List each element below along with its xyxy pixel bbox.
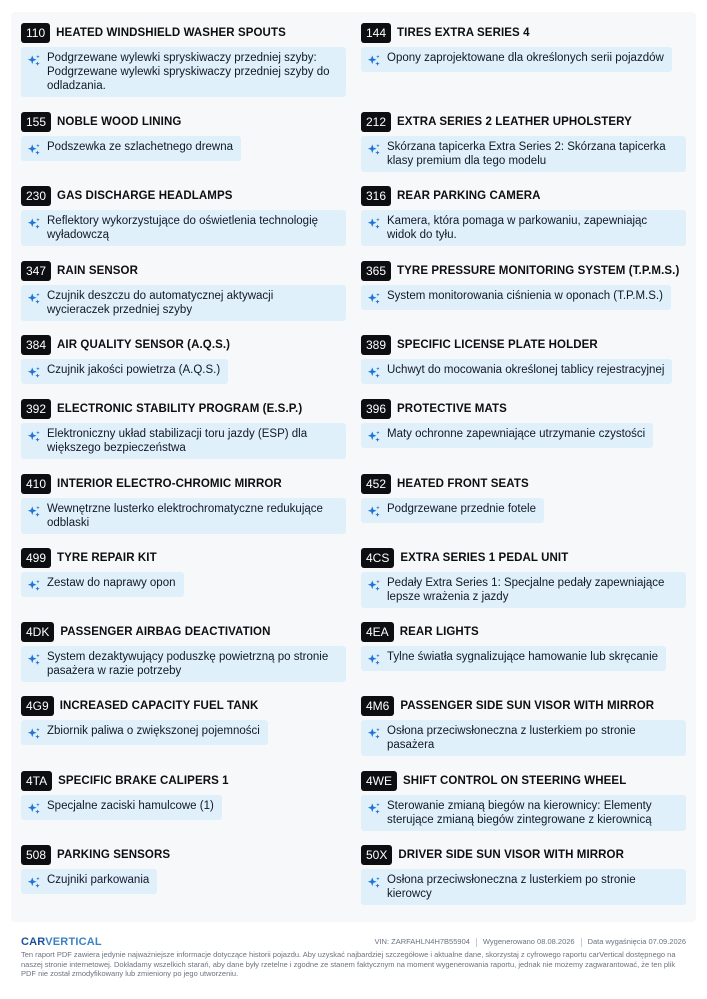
equipment-item <box>361 399 653 449</box>
equipment-item <box>21 112 241 162</box>
option-code-badge: 4EA <box>361 622 394 642</box>
item-header <box>21 261 346 281</box>
equipment-item <box>21 399 346 459</box>
sparkle-icon <box>367 876 381 890</box>
item-header <box>361 696 686 716</box>
equipment-item <box>361 771 686 831</box>
option-code-badge: 4DK <box>21 622 54 642</box>
option-description-text: Czujnik deszczu do automatycznej aktywacji wycieraczek przedniej szyby <box>47 290 274 316</box>
equipment-grid <box>21 23 686 923</box>
option-code-badge: 230 <box>21 186 51 206</box>
option-title: PASSENGER AIRBAG DEACTIVATION <box>60 626 271 638</box>
item-header <box>361 548 686 568</box>
equipment-item <box>21 335 230 385</box>
sparkle-icon <box>27 292 41 306</box>
item-header <box>361 771 686 791</box>
option-code-badge: 389 <box>361 335 391 355</box>
option-title: PASSENGER SIDE SUN VISOR WITH MIRROR <box>400 700 655 712</box>
sparkle-icon <box>367 54 381 68</box>
option-code-badge: 392 <box>21 399 51 419</box>
item-header <box>21 771 229 791</box>
option-title: EXTRA SERIES 2 LEATHER UPHOLSTERY <box>397 116 632 128</box>
option-description-text: Specjalne zaciski hamulcowe (1) <box>47 800 214 812</box>
equipment-item <box>21 548 184 598</box>
equipment-column-left <box>21 23 346 923</box>
item-header <box>361 335 672 355</box>
equipment-item <box>361 261 679 311</box>
option-description-text: Podszewka ze szlachetnego drewna <box>47 141 234 153</box>
option-description <box>361 795 686 831</box>
option-title: TIRES EXTRA SERIES 4 <box>397 27 530 39</box>
sparkle-icon <box>27 579 41 593</box>
item-header <box>361 23 672 43</box>
option-description-text: Opony zaprojektowane dla określonych serii pojazdów <box>387 52 664 64</box>
sparkle-icon <box>367 653 381 667</box>
sparkle-icon <box>367 802 381 816</box>
equipment-item <box>21 23 346 97</box>
option-title: TYRE PRESSURE MONITORING SYSTEM (T.P.M.S.) <box>397 265 680 277</box>
option-code-badge: 155 <box>21 112 51 132</box>
sparkle-icon <box>27 876 41 890</box>
option-title: RAIN SENSOR <box>57 265 139 277</box>
option-title: HEATED FRONT SEATS <box>397 478 529 490</box>
item-header <box>21 845 170 865</box>
option-description-text: Uchwyt do mocowania określonej tablicy rejestracyjnej <box>387 364 665 376</box>
brand-logo: CARVERTICAL <box>21 936 102 948</box>
option-title: REAR LIGHTS <box>399 626 479 638</box>
option-description-text: Wewnętrzne lusterko elektrochromatyczne redukujące odblaski <box>47 503 323 529</box>
item-header <box>361 622 666 642</box>
sparkle-icon <box>27 727 41 741</box>
option-code-badge: 50X <box>361 845 392 865</box>
option-title: GAS DISCHARGE HEADLAMPS <box>57 190 233 202</box>
item-header <box>361 261 679 281</box>
option-description-text: Pedały Extra Series 1: Specjalne pedały zapewniające lepsze wrażenia z jazdy <box>387 577 665 603</box>
option-description <box>21 423 346 459</box>
option-code-badge: 499 <box>21 548 51 568</box>
disclaimer-text: Ten raport PDF zawiera jedynie najważniejsze informacje dotyczące historii pojazdu. Aby uzyskać najbardziej szczegółowe i aktualne dane, skorzystaj z cyfrowego raportu carVertical dostępnego na naszej stronie internetowej. Dokładamy wszelkich starań, aby dane były rzetelne i zgodne ze stanem faktycznym na moment wygenerowania raportu, jednak nie możemy zagwarantować, że ten plik PDF nie został zmodyfikowany lub zmieniony po jego utworzeniu. <box>21 950 676 978</box>
option-description <box>361 285 671 310</box>
option-description-text: Kamera, która pomaga w parkowaniu, zapewniając widok do tyłu. <box>387 215 648 241</box>
option-code-badge: 4WE <box>361 771 397 791</box>
expiry-date: Data wygaśnięcia 07.09.2026 <box>587 937 686 946</box>
sparkle-icon <box>27 653 41 667</box>
option-title: INCREASED CAPACITY FUEL TANK <box>59 700 259 712</box>
equipment-column-right <box>361 23 686 923</box>
option-title: TYRE REPAIR KIT <box>57 552 157 564</box>
option-title: HEATED WINDSHIELD WASHER SPOUTS <box>56 27 286 39</box>
item-header <box>21 23 346 43</box>
sparkle-icon <box>27 217 41 231</box>
equipment-item <box>361 845 686 905</box>
option-description <box>21 498 346 534</box>
option-code-badge: 384 <box>21 335 51 355</box>
sparkle-icon <box>367 366 381 380</box>
option-description-text: Tylne światła sygnalizujące hamowanie lub skręcanie <box>387 651 659 663</box>
option-description-text: Podgrzewane wylewki spryskiwaczy przedniej szyby: Podgrzewane wylewki spryskiwaczy przedniej szyby do odladzania. <box>47 52 330 92</box>
option-description <box>361 720 686 756</box>
option-code-badge: 508 <box>21 845 51 865</box>
option-description-text: Czujniki parkowania <box>47 874 150 886</box>
equipment-item <box>21 474 346 534</box>
option-title: EXTRA SERIES 1 PEDAL UNIT <box>400 552 569 564</box>
option-description <box>361 210 686 246</box>
item-header <box>361 399 653 419</box>
option-description <box>361 47 672 72</box>
sparkle-icon <box>27 802 41 816</box>
option-description-text: Zbiornik paliwa o zwiększonej pojemności <box>47 725 260 737</box>
option-description <box>21 869 157 894</box>
item-header <box>21 622 346 642</box>
sparkle-icon <box>367 505 381 519</box>
option-code-badge: 410 <box>21 474 51 494</box>
option-code-badge: 365 <box>361 261 391 281</box>
option-description <box>21 646 346 682</box>
option-description-text: Czujnik jakości powietrza (A.Q.S.) <box>47 364 221 376</box>
option-title: DRIVER SIDE SUN VISOR WITH MIRROR <box>398 849 625 861</box>
report-meta <box>374 937 686 947</box>
option-description-text: Maty ochronne zapewniające utrzymanie czystości <box>387 428 646 440</box>
option-description-text: Zestaw do naprawy opon <box>47 577 176 589</box>
sparkle-icon <box>367 727 381 741</box>
option-description <box>361 359 672 384</box>
option-code-badge: 316 <box>361 186 391 206</box>
item-header <box>21 335 230 355</box>
equipment-item <box>21 696 268 746</box>
equipment-item <box>21 186 346 246</box>
option-code-badge: 396 <box>361 399 391 419</box>
item-header <box>21 696 268 716</box>
option-code-badge: 347 <box>21 261 51 281</box>
option-title: PROTECTIVE MATS <box>397 403 507 415</box>
vin-text: VIN: ZARFAHLN4H7B55904 <box>374 937 470 946</box>
option-code-badge: 4M6 <box>361 696 394 716</box>
option-title: PARKING SENSORS <box>57 849 171 861</box>
option-code-badge: 144 <box>361 23 391 43</box>
sparkle-icon <box>367 430 381 444</box>
sparkle-icon <box>367 217 381 231</box>
option-description <box>21 359 228 384</box>
option-title: ELECTRONIC STABILITY PROGRAM (E.S.P.) <box>57 403 303 415</box>
option-description-text: Osłona przeciwsłoneczna z lusterkiem po stronie pasażera <box>387 725 636 751</box>
option-description <box>361 646 666 671</box>
option-description <box>361 498 544 523</box>
item-header <box>361 474 544 494</box>
option-code-badge: 4TA <box>21 771 52 791</box>
option-code-badge: 110 <box>21 23 50 43</box>
sparkle-icon <box>27 505 41 519</box>
option-description <box>361 572 686 608</box>
option-title: AIR QUALITY SENSOR (A.Q.S.) <box>57 339 231 351</box>
equipment-item <box>361 474 544 524</box>
sparkle-icon <box>27 430 41 444</box>
option-description <box>361 869 686 905</box>
sparkle-icon <box>27 54 41 68</box>
option-description <box>21 285 346 321</box>
equipment-item <box>21 845 170 895</box>
equipment-item <box>21 622 346 682</box>
sparkle-icon <box>367 292 381 306</box>
item-header <box>21 186 346 206</box>
option-description-text: Reflektory wykorzystujące do oświetlenia technologię wyładowczą <box>47 215 319 241</box>
option-description <box>21 572 184 597</box>
option-title: SPECIFIC LICENSE PLATE HOLDER <box>397 339 598 351</box>
equipment-item <box>361 335 672 385</box>
item-header <box>21 474 346 494</box>
item-header <box>21 399 346 419</box>
option-description <box>21 210 346 246</box>
option-title: REAR PARKING CAMERA <box>397 190 541 202</box>
option-title: SPECIFIC BRAKE CALIPERS 1 <box>58 775 229 787</box>
option-description-text: System monitorowania ciśnienia w oponach (T.P.M.S.) <box>387 290 663 302</box>
option-description <box>361 136 686 172</box>
option-code-badge: 212 <box>361 112 391 132</box>
equipment-item <box>361 23 672 73</box>
sparkle-icon <box>27 143 41 157</box>
equipment-item <box>361 548 686 608</box>
equipment-item <box>361 186 686 246</box>
equipment-item <box>361 622 666 672</box>
equipment-item <box>361 696 686 756</box>
item-header <box>361 845 686 865</box>
option-description-text: System dezaktywujący poduszkę powietrzną po stronie pasażera w razie potrzeby <box>47 651 329 677</box>
sparkle-icon <box>367 143 381 157</box>
option-title: INTERIOR ELECTRO-CHROMIC MIRROR <box>57 478 282 490</box>
option-title: SHIFT CONTROL ON STEERING WHEEL <box>403 775 627 787</box>
option-description-text: Osłona przeciwsłoneczna z lusterkiem po stronie kierowcy <box>387 874 636 900</box>
equipment-item <box>21 771 229 821</box>
option-description <box>21 795 222 820</box>
option-description-text: Elektroniczny układ stabilizacji toru jazdy (ESP) dla większego bezpieczeństwa <box>47 428 308 454</box>
option-code-badge: 452 <box>361 474 391 494</box>
option-description-text: Sterowanie zmianą biegów na kierownicy: Elementy sterujące zmianą biegów zintegrowane z kierownicą <box>387 800 652 826</box>
option-description <box>21 136 241 161</box>
item-header <box>361 186 686 206</box>
sparkle-icon <box>27 366 41 380</box>
item-header <box>361 112 686 132</box>
item-header <box>21 112 241 132</box>
generated-date: Wygenerowano 08.08.2026 <box>482 937 575 946</box>
option-description <box>21 720 268 745</box>
equipment-item <box>361 112 686 172</box>
option-code-badge: 4G9 <box>21 696 54 716</box>
option-description <box>21 47 346 97</box>
option-description-text: Skórzana tapicerka Extra Series 2: Skórzana tapicerka klasy premium dla tego modelu <box>387 141 666 167</box>
option-description <box>361 423 653 448</box>
option-code-badge: 4CS <box>361 548 394 568</box>
item-header <box>21 548 184 568</box>
equipment-item <box>21 261 346 321</box>
sparkle-icon <box>367 579 381 593</box>
option-description-text: Podgrzewane przednie fotele <box>387 503 536 515</box>
option-title: NOBLE WOOD LINING <box>57 116 182 128</box>
